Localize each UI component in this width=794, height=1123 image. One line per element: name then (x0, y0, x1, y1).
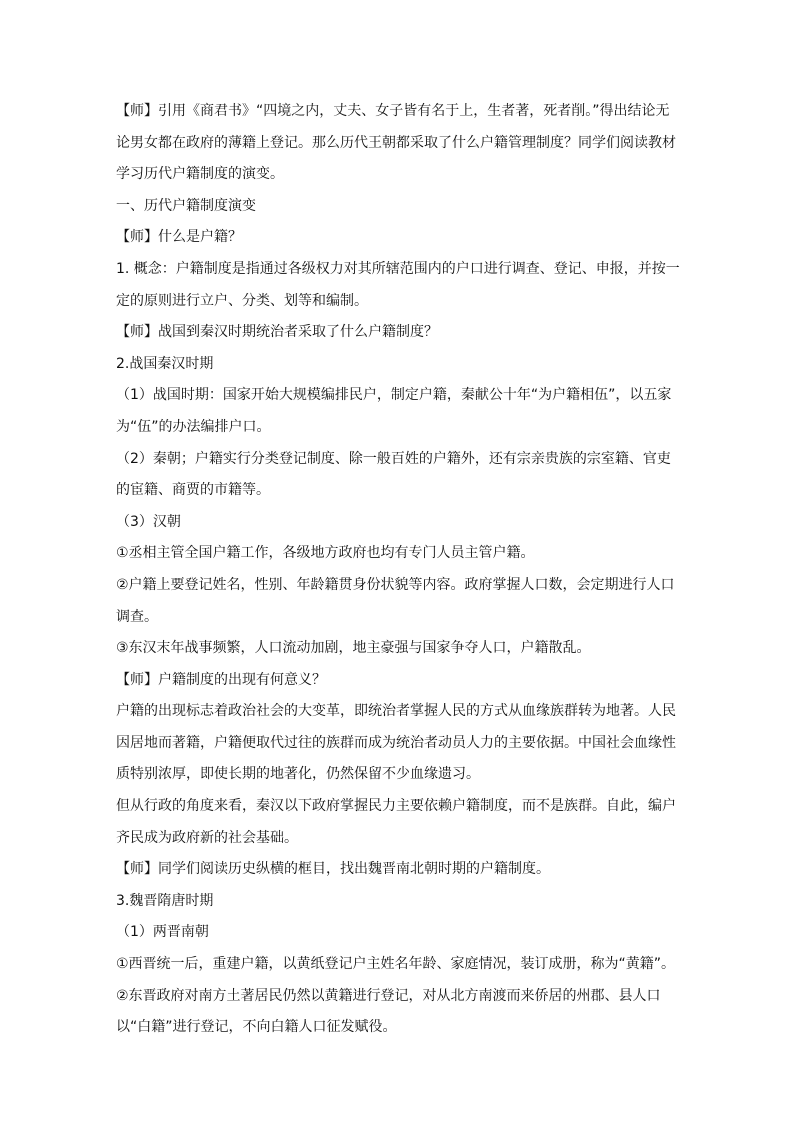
document-body (116, 96, 682, 1044)
item-han-dynasty: （3）汉朝 (116, 513, 181, 530)
subheading-warring-states-qin-han: 2.战国秦汉时期 (116, 355, 214, 372)
concept-definition: 1. 概念：户籍制度是指通过各级权力对其所辖范围内的户口进行调查、登记、申报，并按一定的原则进行立户、分类、划等和编制。 (116, 260, 680, 309)
item-warring-states: （1）战国时期：国家开始大规模编排民户，制定户籍，秦献公十年“为户籍相伍”，以五家为“伍”的办法编排户口。 (116, 387, 672, 435)
jin-point-1: ①西晋统一后，重建户籍，以黄纸登记户主姓名年龄、家庭情况，装订成册，称为“黄籍”。 (116, 956, 676, 973)
significance-paragraph-1: 户籍的出现标志着政治社会的大变革，即统治者掌握人民的方式从血缘族群转为地著。人民因居地而著籍，户籍便取代过往的族群而成为统治者动员人力的主要依据。中国社会血缘性质特别浓厚，即使长期的地著化，仍然保留不少血缘遗习。 (116, 703, 676, 783)
subheading-wei-jin-sui-tang: 3.魏晋隋唐时期 (116, 892, 214, 909)
han-point-1: ①丞相主管全国户籍工作，各级地方政府也均有专门人员主管户籍。 (116, 545, 535, 562)
jin-point-2: ②东晋政府对南方土著居民仍然以黄籍进行登记，对从北方南渡而来侨居的州郡、县人口以“白籍”进行登记，不向白籍人口征发赋役。 (116, 987, 661, 1036)
han-point-3: ③东汉末年战事频繁，人口流动加剧，地主豪强与国家争夺人口，户籍散乱。 (116, 640, 591, 657)
teacher-question-1: 【师】什么是户籍？ (116, 229, 242, 246)
teacher-question-4: 【师】同学们阅读历史纵横的框目，找出魏晋南北朝时期的户籍制度。 (116, 861, 550, 878)
item-two-jin-southern-dynasties: （1）两晋南朝 (116, 924, 209, 941)
han-point-2: ②户籍上要登记姓名，性别、年龄籍贯身份状貌等内容。政府掌握人口数，会定期进行人口调查。 (116, 576, 675, 625)
teacher-question-2: 【师】战国到秦汉时期统治者采取了什么户籍制度？ (116, 324, 438, 341)
paragraph-intro: 【师】引用《商君书》“四境之内，丈夫、女子皆有名于上，生者著，死者削。”得出结论无论男女都在政府的薄籍上登记。那么历代王朝都采取了什么户籍管理制度？同学们阅读教材学习历代户籍制度的演变。 (116, 103, 676, 183)
item-qin-dynasty: （2）秦朝；户籍实行分类登记制度、除一般百姓的户籍外，还有宗亲贵族的宗室籍、官吏的宦籍、商贾的市籍等。 (116, 450, 671, 499)
section-heading-1: 一、历代户籍制度演变 (116, 197, 256, 214)
teacher-question-3: 【师】户籍制度的出现有何意义？ (116, 671, 326, 688)
significance-paragraph-2: 但从行政的角度来看，秦汉以下政府掌握民力主要依赖户籍制度，而不是族群。自此，编户齐民成为政府新的社会基础。 (116, 798, 676, 846)
